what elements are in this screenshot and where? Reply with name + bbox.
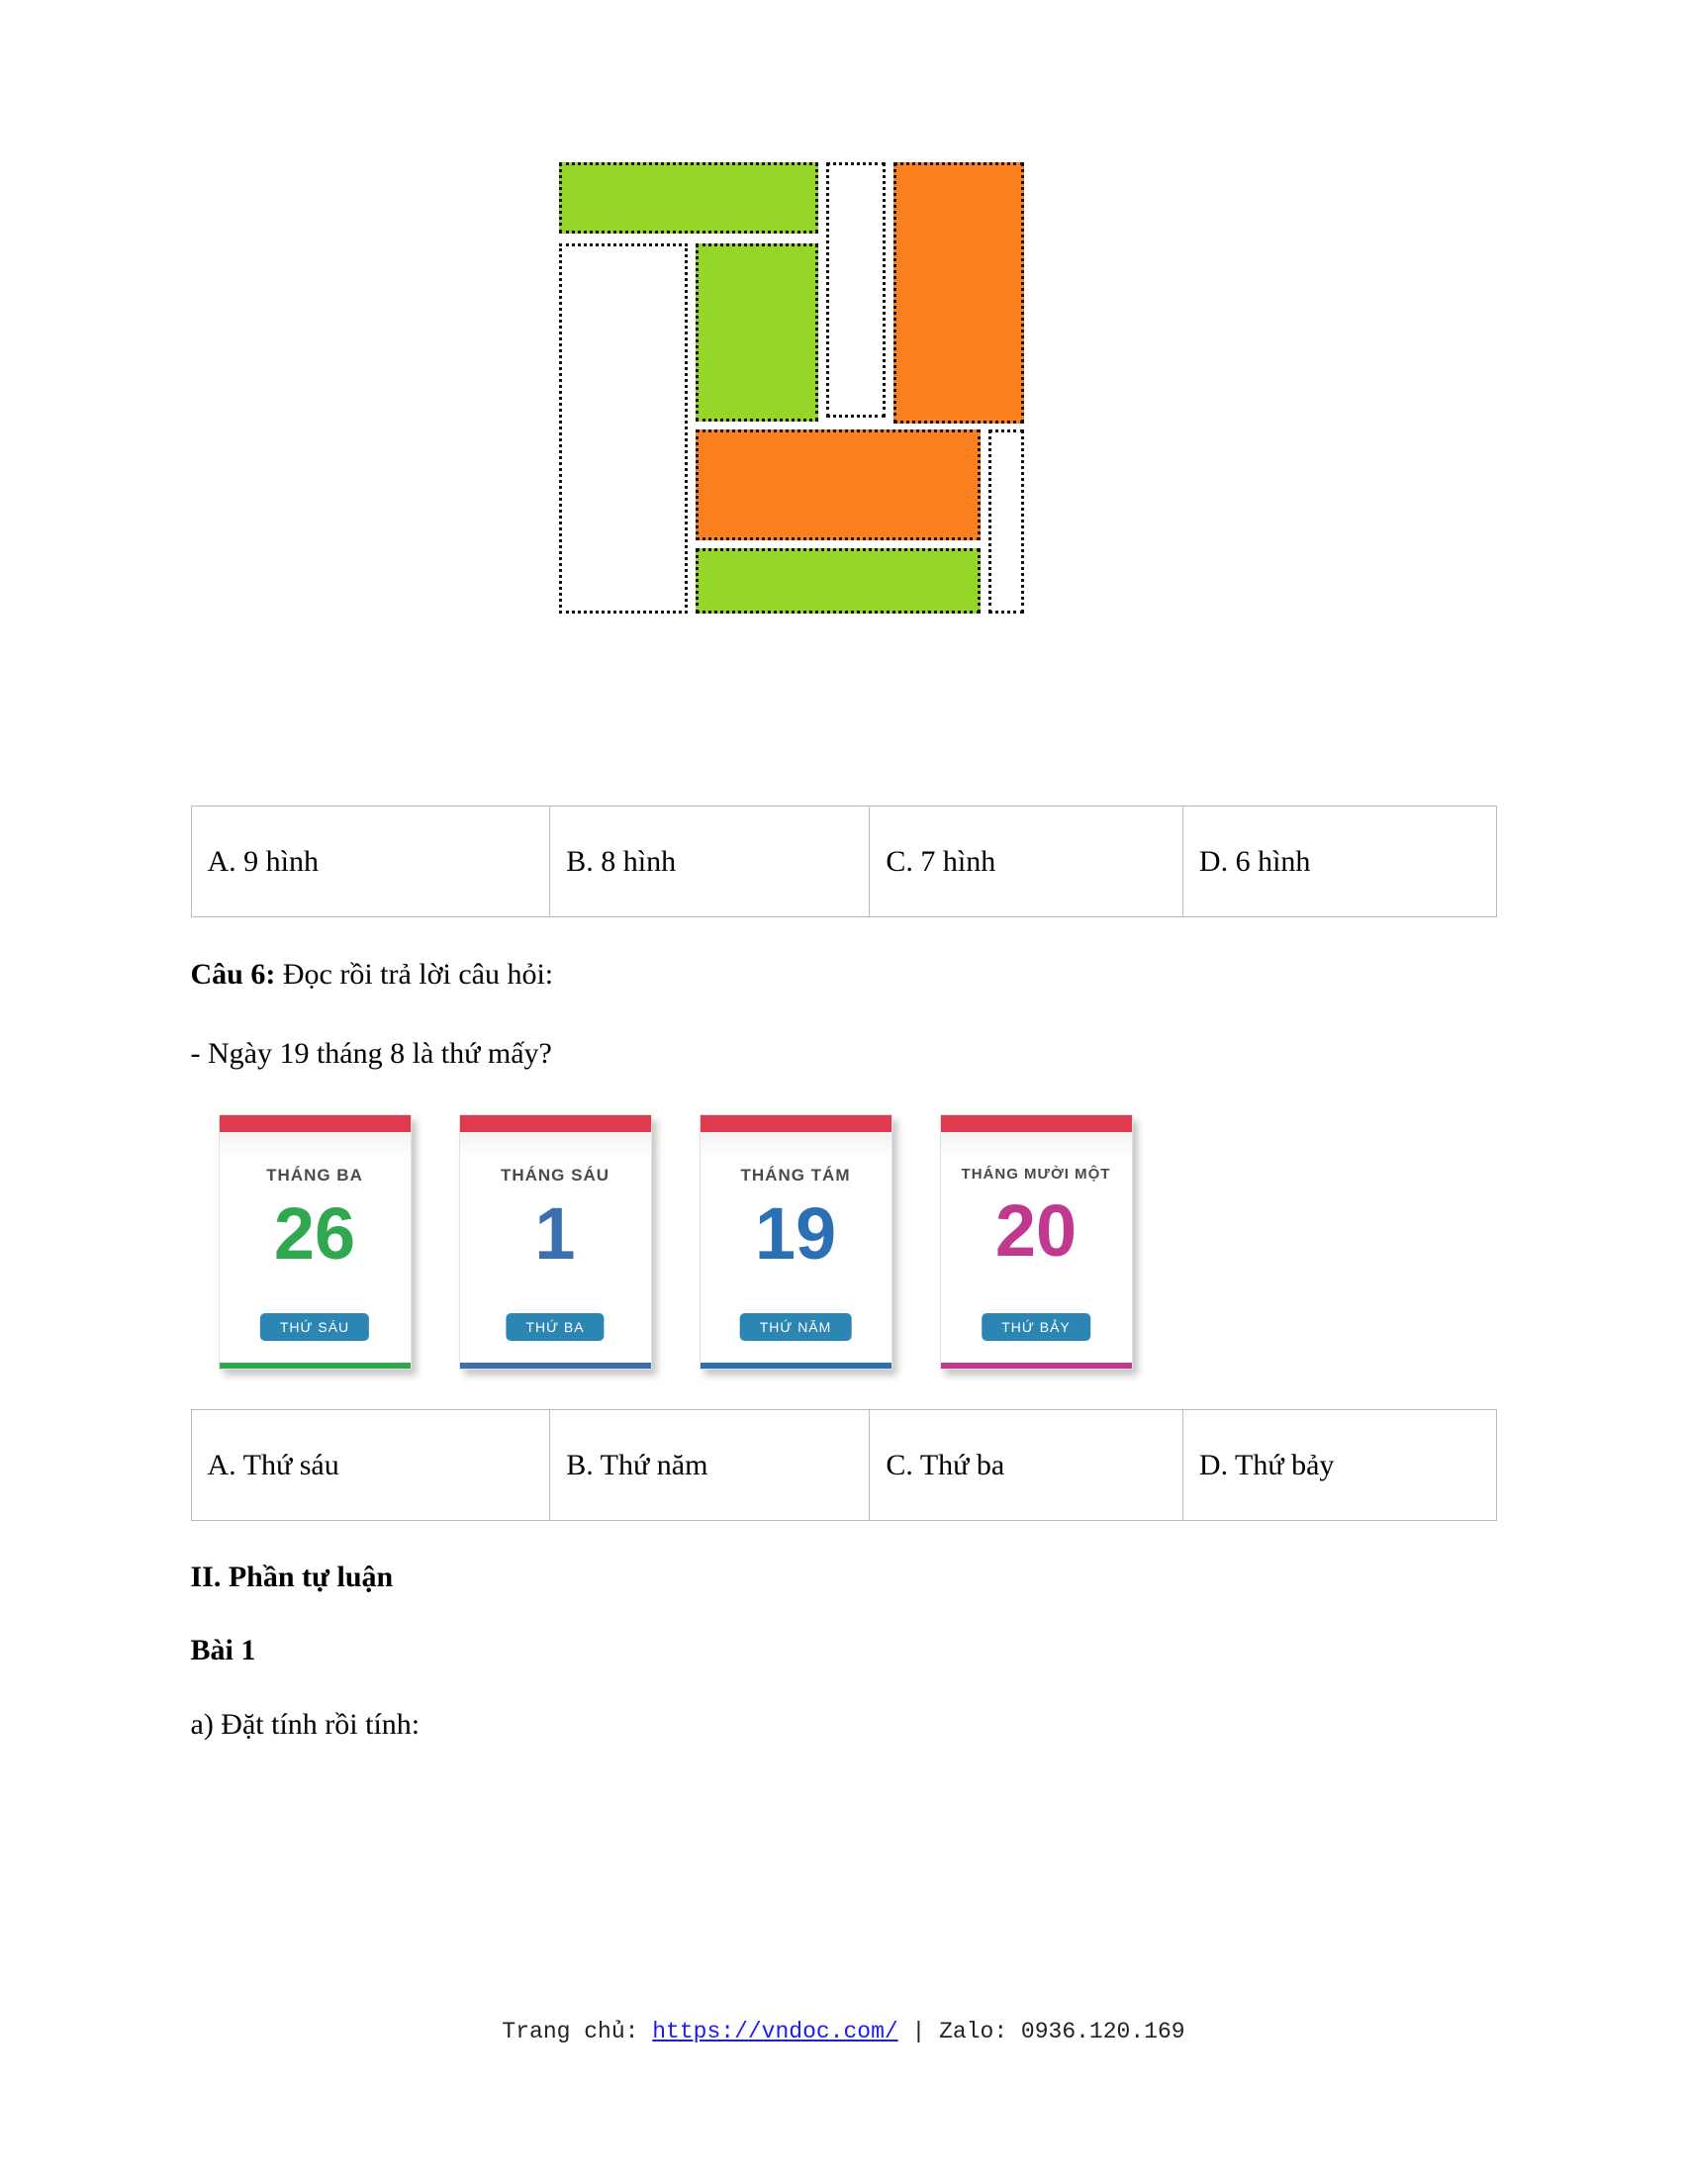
- answer-option-d[interactable]: D. Thứ bảy: [1182, 1410, 1496, 1521]
- page-footer: [0, 2019, 1687, 2044]
- question-6-label: Câu 6:: [190, 958, 276, 991]
- calendar-top-bar: [701, 1115, 891, 1132]
- calendar-figure: [219, 1114, 1497, 1370]
- footer-prefix: Trang chủ:: [502, 2019, 653, 2044]
- shape-rect-3: [893, 162, 1024, 424]
- table-row: [191, 1410, 1496, 1521]
- question-6-line: [191, 953, 1497, 997]
- calendar-top-bar: [460, 1115, 651, 1132]
- calendar-day-number: 1: [534, 1192, 576, 1275]
- shape-rect-5: [696, 243, 818, 422]
- shape-rect-2: [826, 162, 886, 418]
- footer-suffix: | Zalo: 0936.120.169: [897, 2019, 1185, 2044]
- answer-option-c[interactable]: C. Thứ ba: [870, 1410, 1183, 1521]
- page-content: [191, 0, 1497, 1747]
- calendar-bottom-accent: [460, 1363, 651, 1369]
- calendar-bottom-accent: [941, 1363, 1132, 1369]
- shape-rect-1: [559, 162, 818, 234]
- answer-option-c[interactable]: C. 7 hình: [870, 807, 1183, 917]
- answer-option-b[interactable]: B. Thứ năm: [550, 1410, 870, 1521]
- calendar-bottom-accent: [701, 1363, 891, 1369]
- answer-option-d[interactable]: D. 6 hình: [1182, 807, 1496, 917]
- calendar-month: THÁNG BA: [266, 1166, 363, 1185]
- exercise-1-heading: Bài 1: [190, 1634, 256, 1666]
- calendar-tear-edge: [941, 1132, 1132, 1158]
- shape-rect-6: [696, 429, 981, 540]
- calendar-bottom-accent: [220, 1363, 411, 1369]
- calendar-card-1: [219, 1114, 412, 1370]
- answer-option-a[interactable]: A. Thứ sáu: [191, 1410, 550, 1521]
- table-row: [191, 807, 1496, 917]
- calendar-weekday-badge: THỨ BA: [506, 1313, 604, 1341]
- answer-option-b[interactable]: B. 8 hình: [550, 807, 870, 917]
- question-6-prompt: Đọc rồi trả lời câu hỏi:: [282, 958, 554, 991]
- calendar-day-number: 20: [994, 1189, 1078, 1272]
- shape-rect-7: [988, 429, 1024, 614]
- answers-question-6: [191, 1409, 1497, 1521]
- calendar-weekday-badge: THỨ BẢY: [982, 1313, 1090, 1341]
- calendar-day-number: 26: [273, 1192, 356, 1275]
- calendar-tear-edge: [460, 1132, 651, 1158]
- calendar-card-3: [700, 1114, 892, 1370]
- calendar-weekday-badge: THỨ SÁU: [260, 1313, 369, 1341]
- question-6-sub: - Ngày 19 tháng 8 là thứ mấy?: [190, 1036, 552, 1070]
- calendar-tear-edge: [701, 1132, 891, 1158]
- calendar-day-number: 19: [754, 1192, 837, 1275]
- counting-shapes-figure: [537, 148, 1190, 792]
- calendar-month: THÁNG TÁM: [740, 1166, 851, 1185]
- answers-question-5: [191, 806, 1497, 917]
- section-heading-2: II. Phần tự luận: [190, 1561, 394, 1593]
- calendar-top-bar: [220, 1115, 411, 1132]
- calendar-card-4: [940, 1114, 1133, 1370]
- calendar-card-2: [459, 1114, 652, 1370]
- exercise-1-item-a: a) Đặt tính rồi tính:: [190, 1708, 421, 1741]
- shape-rect-8: [696, 548, 981, 614]
- calendar-month: THÁNG SÁU: [500, 1166, 610, 1185]
- shape-rect-4: [559, 243, 688, 614]
- calendar-weekday-badge: THỨ NĂM: [740, 1313, 852, 1341]
- answer-option-a[interactable]: A. 9 hình: [191, 807, 550, 917]
- footer-link[interactable]: https://vndoc.com/: [652, 2019, 898, 2044]
- calendar-top-bar: [941, 1115, 1132, 1132]
- calendar-tear-edge: [220, 1132, 411, 1158]
- calendar-month: THÁNG MƯỜI MỘT: [961, 1166, 1111, 1183]
